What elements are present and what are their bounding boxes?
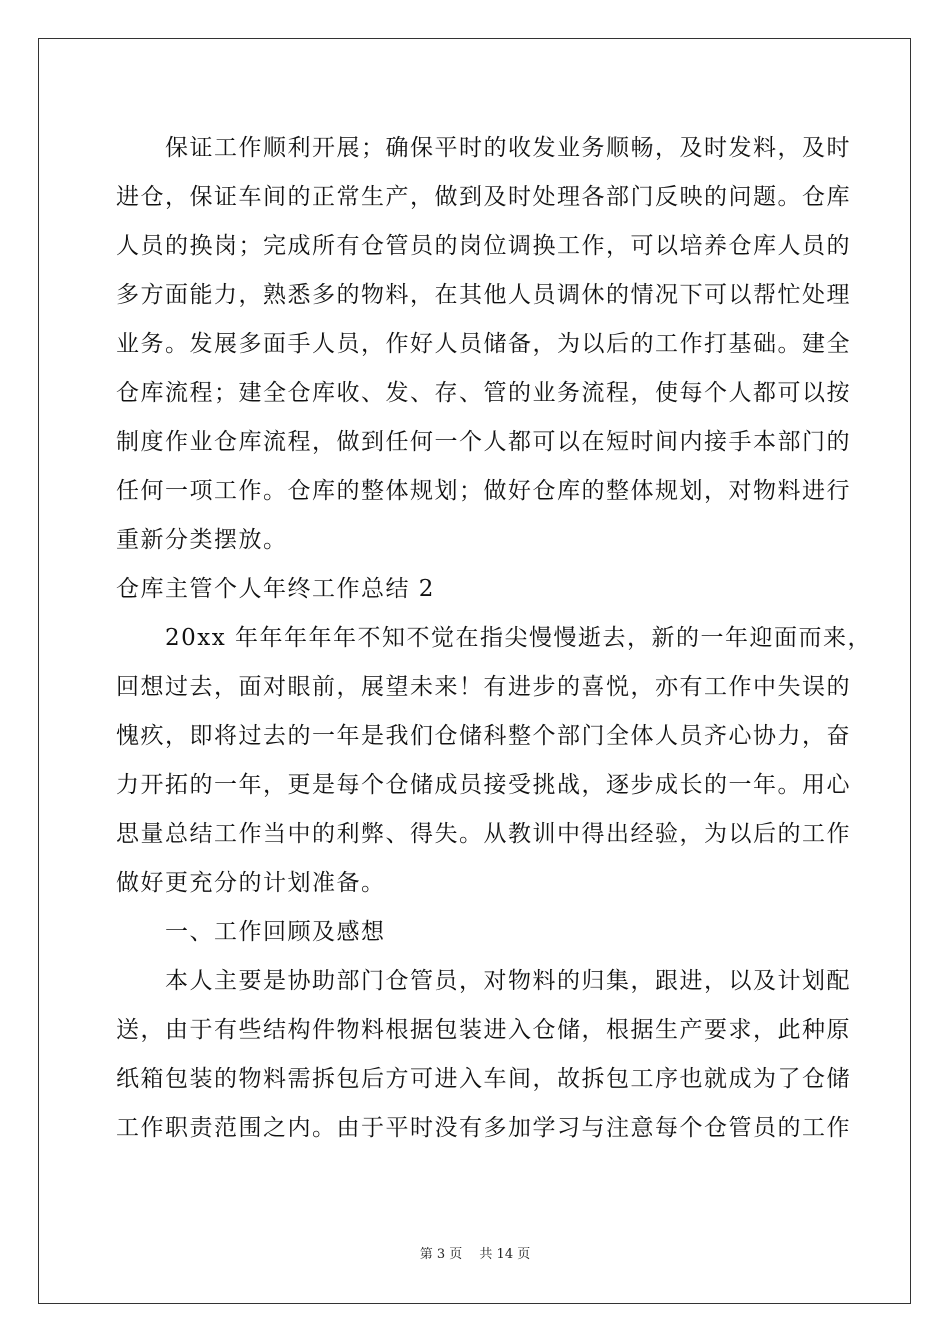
paragraph-line: 重新分类摆放。 bbox=[116, 527, 288, 553]
paragraph-line: 纸箱包装的物料需拆包后方可进入车间，故拆包工序也就成为了仓储 bbox=[116, 1066, 851, 1092]
paragraph-line: 保证工作顺利开展；确保平时的收发业务顺畅，及时发料，及时 bbox=[116, 135, 851, 161]
paragraph-line: 20xx 年年年年年不知不觉在指尖慢慢逝去，新的一年迎面而来， bbox=[116, 625, 873, 651]
paragraph-line: 进仓，保证车间的正常生产，做到及时处理各部门反映的问题。仓库 bbox=[116, 184, 851, 210]
paragraph-line: 任何一项工作。仓库的整体规划；做好仓库的整体规划，对物料进行 bbox=[116, 478, 851, 504]
paragraph-line: 本人主要是协助部门仓管员，对物料的归集，跟进，以及计划配 bbox=[116, 968, 851, 994]
paragraph-line: 人员的换岗；完成所有仓管员的岗位调换工作，可以培养仓库人员的 bbox=[116, 233, 851, 259]
paragraph-line: 业务。发展多面手人员，作好人员储备，为以后的工作打基础。建全 bbox=[116, 331, 851, 357]
page-number: 第 3 页 共 14 页 bbox=[419, 1247, 531, 1262]
paragraph-line: 仓库流程；建全仓库收、发、存、管的业务流程，使每个人都可以按 bbox=[116, 380, 851, 406]
paragraph-line: 回想过去，面对眼前，展望未来！有进步的喜悦，亦有工作中失误的 bbox=[116, 674, 851, 700]
subheading: 一、工作回顾及感想 bbox=[116, 919, 386, 945]
section-heading: 仓库主管个人年终工作总结 2 bbox=[116, 576, 435, 602]
paragraph-line: 多方面能力，熟悉多的物料，在其他人员调休的情况下可以帮忙处理 bbox=[116, 282, 851, 308]
paragraph-line: 思量总结工作当中的利弊、得失。从教训中得出经验，为以后的工作 bbox=[116, 821, 851, 847]
paragraph-line: 制度作业仓库流程，做到任何一个人都可以在短时间内接手本部门的 bbox=[116, 429, 851, 455]
paragraph-line: 力开拓的一年，更是每个仓储成员接受挑战，逐步成长的一年。用心 bbox=[116, 772, 851, 798]
paragraph-line: 送，由于有些结构件物料根据包装进入仓储，根据生产要求，此种原 bbox=[116, 1017, 851, 1043]
paragraph-line: 做好更充分的计划准备。 bbox=[116, 870, 386, 896]
paragraph-line: 工作职责范围之内。由于平时没有多加学习与注意每个仓管员的工作 bbox=[116, 1115, 851, 1141]
paragraph-line: 愧疚，即将过去的一年是我们仓储科整个部门全体人员齐心协力，奋 bbox=[116, 723, 851, 749]
